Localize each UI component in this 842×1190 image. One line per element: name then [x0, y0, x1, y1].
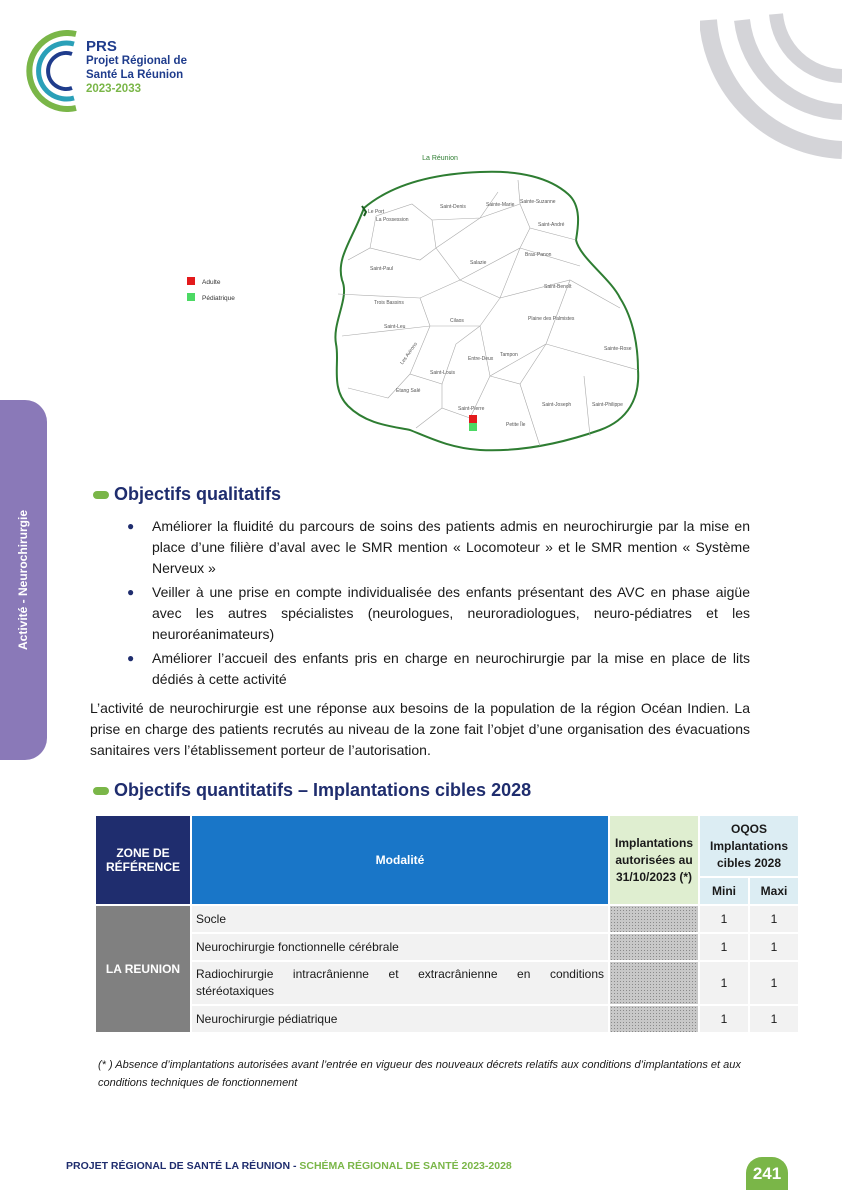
intro-paragraph: L’activité de neurochirurgie est une réponse aux besoins de la population de la région Océan Indien. La prise en charge des patients recrutés au niveau de la zone fait l’objet d’une organisation des évacuations sanitaires vers l’établissement porteur de l’autorisation.: [90, 700, 750, 758]
table-row: [96, 1006, 798, 1032]
logo-text: [86, 40, 187, 96]
logo-years: 2023-2033: [86, 83, 141, 95]
implantations-cell: [610, 934, 698, 960]
legend-swatch-pediatric: [187, 293, 195, 301]
logo-line2: Santé La Réunion: [86, 69, 184, 81]
mini-cell: 1: [700, 1006, 748, 1032]
table-row: [96, 934, 798, 960]
footer-prs: PROJET RÉGIONAL DE SANTÉ LA RÉUNION -: [66, 1160, 300, 1172]
map-marker-pediatric: [469, 423, 477, 431]
mini-cell: 1: [700, 962, 748, 1004]
legend-label-pediatric: Pédiatrique: [202, 295, 235, 302]
map-marker-adult: [469, 415, 477, 423]
map-svg: [180, 148, 650, 458]
header-mini: Mini: [700, 878, 748, 904]
legend-swatch-adult: [187, 277, 195, 285]
modalite-cell: Neurochirurgie fonctionnelle cérébrale: [192, 934, 608, 960]
commune-label: Saint-Leu: [384, 324, 406, 330]
commune-label: Saint-André: [538, 222, 565, 228]
logo-swirl-icon: [24, 30, 84, 112]
commune-label: Sainte-Suzanne: [520, 199, 556, 205]
commune-label: Bras-Panon: [525, 252, 552, 258]
bullet-dot-icon: ●: [127, 651, 135, 665]
commune-label: Saint-Denis: [440, 204, 466, 210]
commune-label: Saint-Paul: [370, 266, 394, 272]
commune-label: Saint-Louis: [430, 370, 456, 376]
implantations-cell: [610, 1006, 698, 1032]
mini-cell: 1: [700, 906, 748, 932]
implantations-table: [94, 814, 800, 1034]
commune-label: Salazie: [470, 260, 487, 266]
maxi-cell: 1: [750, 934, 798, 960]
section-heading-qualitatifs: [93, 484, 281, 505]
header-zone: ZONE DE RÉFÉRENCE: [96, 816, 190, 904]
commune-label: Le Port: [368, 209, 385, 215]
decorative-arcs-icon: [700, 0, 842, 160]
header-maxi: Maxi: [750, 878, 798, 904]
commune-label: Saint-Joseph: [542, 402, 572, 408]
bullet-dot-icon: ●: [127, 585, 135, 599]
map-legend: [187, 277, 235, 302]
maxi-cell: 1: [750, 1006, 798, 1032]
commune-label: Les Avirons: [399, 341, 419, 366]
commune-label: Saint-Philippe: [592, 402, 623, 408]
table-row: [96, 906, 798, 932]
page-number: 241: [746, 1157, 788, 1190]
bullet-dot-icon: ●: [127, 519, 135, 533]
legend-label-adult: Adulte: [202, 279, 221, 286]
modalite-cell: Radiochirurgie intracrânienne et extracrânienne en conditions stéréotaxiques: [192, 962, 608, 1004]
commune-label: Sainte-Rose: [604, 346, 632, 352]
zone-cell: LA REUNION: [96, 906, 190, 1032]
section-title: Objectifs qualitatifs: [114, 484, 282, 504]
modalite-cell: Socle: [192, 906, 608, 932]
bullet-pill-icon: [93, 787, 109, 795]
commune-label: Trois Bassins: [374, 300, 404, 306]
table-row: [96, 962, 798, 1004]
table-footnote: (* ) Absence d’implantations autorisées avant l’entrée en vigueur des nouveaux décrets relatifs aux conditions d’implantations et aux conditions techniques de fonctionnement: [98, 1059, 741, 1089]
maxi-cell: 1: [750, 906, 798, 932]
implantations-cell: [610, 962, 698, 1004]
list-item: ● Améliorer la fluidité du parcours de soins des patients admis en neurochirurgie par la mise en place d’une filière d’aval avec le SMR mention « Locomoteur » et le SMR mention « Système Nerveux »: [127, 518, 750, 576]
section-heading-quantitatifs: [93, 780, 531, 801]
page-footer: [66, 1160, 512, 1172]
commune-label: La Possession: [376, 217, 409, 223]
side-tab-label: Activité - Neurochirurgie: [16, 509, 31, 651]
list-item: ● Veiller à une prise en compte individualisée des enfants présentant des AVC en phase aigüe avec les autres spécialistes (neurologues, neuroradiologues, neuro-pédiatres et les neuroréanimateurs): [127, 584, 750, 642]
logo-acronym: PRS: [86, 38, 117, 55]
footer-srs: SCHÉMA RÉGIONAL DE SANTÉ 2023-2028: [299, 1160, 512, 1172]
header-modalite: Modalité: [192, 816, 608, 904]
modalite-cell: Neurochirurgie pédiatrique: [192, 1006, 608, 1032]
commune-label: Entre-Deux: [468, 356, 494, 362]
section-title: Objectifs quantitatifs – Implantations cibles 2028: [114, 780, 532, 800]
maxi-cell: 1: [750, 962, 798, 1004]
commune-label: Etang Salé: [396, 388, 421, 394]
header-implantations: Implantations autorisées au 31/10/2023 (*): [610, 816, 698, 904]
qualitative-list: [90, 516, 750, 693]
reunion-map: [180, 148, 650, 458]
commune-label: Saint-Benoît: [544, 284, 572, 290]
implantations-cell: [610, 906, 698, 932]
commune-label: Cilaos: [450, 318, 464, 324]
map-title: La Réunion: [422, 155, 458, 162]
prs-logo: [24, 30, 84, 117]
logo-line1: Projet Régional de: [86, 55, 187, 67]
list-item: ● Améliorer l’accueil des enfants pris en charge en neurochirurgie par la mise en place de lits dédiés à cette activité: [127, 650, 750, 687]
commune-label: Plaine des Palmistes: [528, 316, 575, 322]
mini-cell: 1: [700, 934, 748, 960]
header-oqos: OQOS Implantations cibles 2028: [700, 816, 798, 876]
commune-label: Saint-Pierre: [458, 406, 485, 412]
bullet-pill-icon: [93, 491, 109, 499]
commune-label: Tampon: [500, 352, 518, 358]
commune-label: Sainte-Marie: [486, 202, 515, 208]
commune-label: Petite Île: [506, 422, 526, 428]
